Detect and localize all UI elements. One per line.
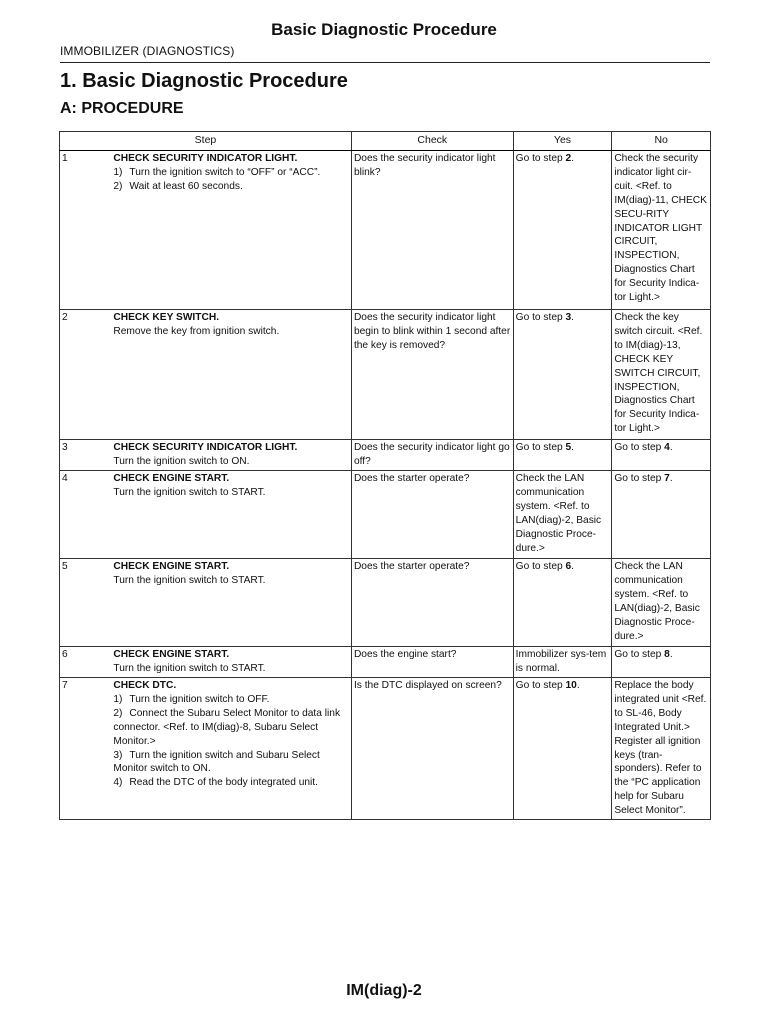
no-cell	[612, 559, 711, 647]
table-header-row	[60, 132, 711, 151]
check-cell: Does the security indicator light go off?	[351, 440, 513, 471]
step-cell	[111, 678, 351, 820]
check-cell: Is the DTC displayed on screen?	[351, 678, 513, 820]
sub-step-index: 4)	[113, 777, 123, 789]
sub-step	[113, 166, 349, 180]
yes-step-ref: 10	[565, 680, 577, 691]
sub-step	[113, 776, 349, 790]
no-cell	[612, 471, 711, 559]
sub-step-text: Turn the ignition switch to “OFF” or “ACC”.	[129, 166, 321, 178]
yes-text: Go to step	[515, 153, 566, 164]
table-row	[60, 678, 711, 820]
step-cell	[111, 151, 351, 310]
step-number: 2	[60, 310, 112, 440]
step-title: CHECK KEY SWITCH.	[113, 312, 220, 323]
table-row	[60, 647, 711, 678]
no-step-ref: 8	[664, 649, 670, 660]
step-cell	[111, 471, 351, 559]
no-text: Go to step	[614, 649, 665, 660]
diagnostic-table	[59, 131, 711, 820]
table-row	[60, 559, 711, 647]
no-text: Check the security indicator light cir-cuit. <Ref. to IM(diag)-11, CHECK SECU-RITY INDICATOR LIGHT CIRCUIT, INSPECTION, Diagnostics Chart for Security Indica-tor Light.>	[614, 153, 707, 304]
no-text: Go to step	[614, 473, 665, 484]
step-number: 4	[60, 471, 112, 559]
yes-text: Go to step	[515, 680, 566, 691]
step-title: CHECK SECURITY INDICATOR LIGHT.	[113, 153, 298, 164]
step-instruction: Turn the ignition switch to START.	[113, 486, 266, 498]
no-text-end: .	[669, 649, 673, 660]
yes-text: Go to step	[515, 442, 566, 453]
step-instruction: Remove the key from ignition switch.	[113, 325, 280, 337]
check-cell: Does the security indicator light begin to blink within 1 second after the key is removed?	[351, 310, 513, 440]
no-text: Replace the body integrated unit <Ref. to SL-46, Body Integrated Unit.> Register all ignition keys (tran-sponders). Refer to the “PC application help for Subaru Select Monitor”.	[614, 680, 707, 817]
no-cell	[612, 151, 711, 310]
no-text: Check the key switch circuit. <Ref. to IM(diag)-13, CHECK KEY SWITCH CIRCUIT, INSPECTION, Diagnostics Chart for Security Indica-tor Light.>	[614, 312, 703, 435]
step-title: CHECK ENGINE START.	[113, 473, 230, 484]
sub-step	[113, 749, 349, 777]
sub-step	[113, 180, 349, 194]
check-cell: Does the starter operate?	[351, 471, 513, 559]
sub-step-index: 1)	[113, 693, 123, 705]
yes-cell	[513, 440, 612, 471]
no-cell	[612, 647, 711, 678]
yes-text-end: .	[571, 153, 575, 164]
no-cell	[612, 678, 711, 820]
step-title: CHECK SECURITY INDICATOR LIGHT.	[113, 442, 298, 453]
yes-text: Check the LAN communication system. <Ref. to LAN(diag)-2, Basic Diagnostic Proce-dure.>	[515, 473, 602, 554]
step-cell	[111, 440, 351, 471]
no-text-end: .	[669, 473, 673, 484]
yes-text: Immobilizer sys-tem is normal.	[515, 649, 607, 674]
column-header-step: Step	[60, 132, 352, 151]
yes-step-ref: 5	[565, 442, 572, 453]
sub-step-text: Turn the ignition switch and Subaru Select Monitor switch to ON.	[113, 749, 320, 775]
table-row	[60, 440, 711, 471]
table-row	[60, 151, 711, 310]
sub-step-index: 3)	[113, 749, 123, 761]
step-number: 5	[60, 559, 112, 647]
sub-step-text: Wait at least 60 seconds.	[129, 180, 243, 192]
step-title: CHECK DTC.	[113, 680, 177, 691]
step-number: 7	[60, 678, 112, 820]
sub-step	[113, 707, 349, 749]
yes-cell	[513, 471, 612, 559]
yes-text: Go to step	[515, 312, 566, 323]
yes-cell	[513, 310, 612, 440]
yes-text-end: .	[576, 680, 580, 691]
step-title: CHECK ENGINE START.	[113, 649, 230, 660]
no-text: Check the LAN communication system. <Ref. to LAN(diag)-2, Basic Diagnostic Proce-dure.>	[614, 561, 700, 642]
no-text: Go to step	[614, 442, 665, 453]
sub-step	[113, 693, 349, 707]
table-row	[60, 310, 711, 440]
step-instruction: Turn the ignition switch to START.	[113, 662, 266, 674]
step-cell	[111, 310, 351, 440]
section-label: IMMOBILIZER (DIAGNOSTICS)	[60, 44, 235, 58]
no-step-ref: 7	[664, 473, 670, 484]
header-divider	[60, 62, 710, 63]
sub-step-text: Turn the ignition switch to OFF.	[129, 693, 270, 705]
yes-text-end: .	[571, 561, 575, 572]
no-cell	[612, 310, 711, 440]
yes-text-end: .	[571, 442, 575, 453]
step-cell	[111, 647, 351, 678]
yes-text-end: .	[571, 312, 575, 323]
yes-step-ref: 2	[565, 153, 572, 164]
column-header-yes: Yes	[513, 132, 612, 151]
sub-step-text: Read the DTC of the body integrated unit.	[129, 777, 318, 789]
page-header-title: Basic Diagnostic Procedure	[271, 20, 497, 39]
step-number: 1	[60, 151, 112, 310]
page-number: IM(diag)-2	[346, 982, 422, 999]
check-cell: Does the engine start?	[351, 647, 513, 678]
yes-text: Go to step	[515, 561, 566, 572]
no-text-end: .	[669, 442, 673, 453]
step-instruction: Turn the ignition switch to START.	[113, 574, 266, 586]
sub-title: A: PROCEDURE	[60, 100, 184, 117]
no-cell	[612, 440, 711, 471]
main-title: 1. Basic Diagnostic Procedure	[60, 70, 348, 92]
step-number: 3	[60, 440, 112, 471]
step-cell	[111, 559, 351, 647]
table-row	[60, 471, 711, 559]
yes-cell	[513, 559, 612, 647]
sub-step-index: 1)	[113, 166, 123, 178]
sub-step-text: Connect the Subaru Select Monitor to data link connector. <Ref. to IM(diag)-8, Subaru Select Monitor.>	[113, 707, 341, 747]
step-number: 6	[60, 647, 112, 678]
column-header-no: No	[612, 132, 711, 151]
check-cell: Does the security indicator light blink?	[351, 151, 513, 310]
no-step-ref: 4	[664, 442, 670, 453]
step-instruction: Turn the ignition switch to ON.	[113, 455, 250, 467]
sub-step-index: 2)	[113, 180, 123, 192]
yes-cell	[513, 151, 612, 310]
column-header-check: Check	[351, 132, 513, 151]
yes-cell	[513, 647, 612, 678]
sub-step-index: 2)	[113, 707, 123, 719]
yes-step-ref: 6	[565, 561, 572, 572]
step-title: CHECK ENGINE START.	[113, 561, 230, 572]
yes-step-ref: 3	[565, 312, 572, 323]
yes-cell	[513, 678, 612, 820]
check-cell: Does the starter operate?	[351, 559, 513, 647]
